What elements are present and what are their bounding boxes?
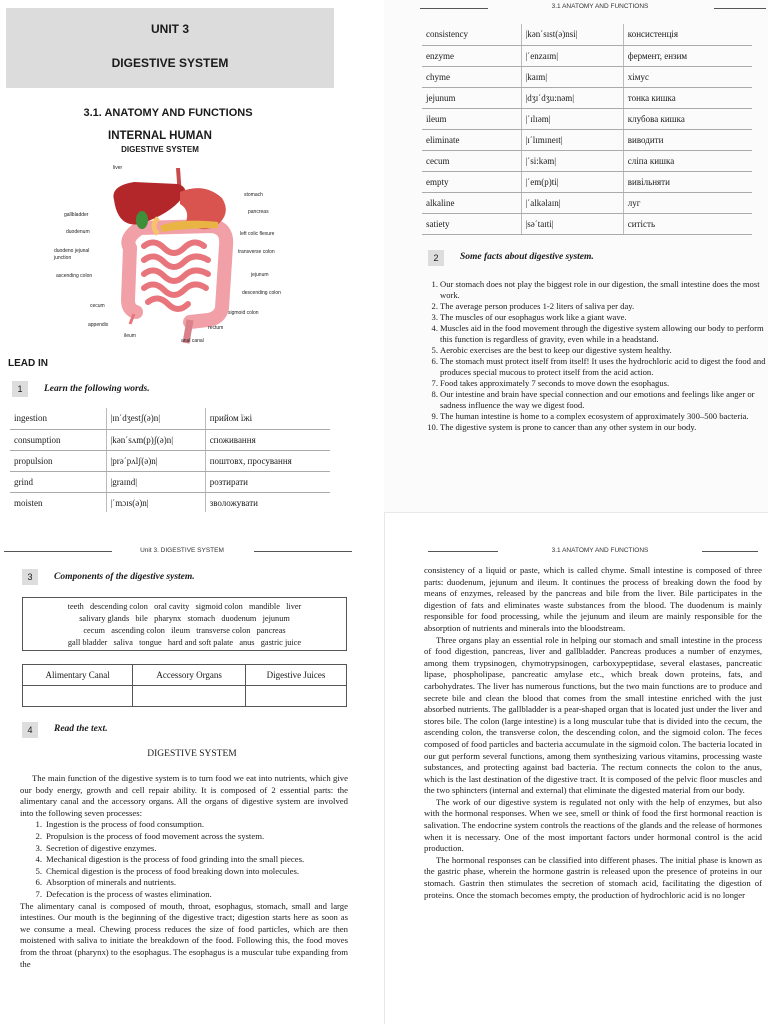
reading-para-2: Three organs play an essential role in helping our stomach and small intestine in the process of food digestion, pancreas, liver and gallbladder. Pancreas produces a number of enzymes, among them trypsinogen, chymotrypsinogen, carboxypeptidase, several elastases, pancreatic lipase, phospholipase, pancreatic amylase etc., which break down proteins, fats, and carbohydrates. The liver has numerous functions, but the two main functions are to produce and secrete bile and clean the blood that comes from the small intestine enriched with the just absorbed nutrients. The gallbladder is a pear-shaped organ that is located just under the liver and stores bile. The colon (large intestine) is a long muscular tube that is divided into the cecum, the ascending colon, the transverse colon, the descending colon, and the sigmoid colon. The feces composed of food particles and bacteria accumulate in the sigmoid colon. The bacteria located in our gut perform several functions, among them synthesizing various vitamins, processing waste substances, and protecting against bad bacteria. The rectum connects the colon to the anus, which is the last destination of the digestive tract. It is composed of the pelvic floor muscles and the two sphincters (internal and external) that eliminate the digested material from our body. [424,634,762,796]
vocab-translation: виводити [623,129,752,150]
components-line: salivary glands bile pharynx stomach duodenum jejunum [79,614,290,623]
vocabulary-row [422,45,752,66]
label-descending-colon: descending colon [242,290,281,296]
components-line: teeth descending colon oral cavity sigmoid colon mandible liver [67,602,302,611]
label-cecum: cecum [90,303,105,309]
label-duodeno-jejunal: duodeno jejunal [54,248,90,254]
task-3-number: 3 [22,569,38,585]
reading-text-page-3 [20,773,348,970]
vocab-transcription: |΄enzaɪm| [521,45,623,66]
label-ileum: ileum [124,333,136,339]
vocab-translation: консистенція [623,24,752,45]
vocab-transcription: |ɪn΄dʒestʃ(ə)n| [106,408,205,429]
vocab-word: alkaline [422,192,521,213]
label-junction: junction [54,255,72,261]
vocab-translation: ситість [623,213,752,234]
reading-text-page-4 [424,565,762,901]
fact-item: 6. The stomach must protect itself from itself! It uses the hydrochloric acid to digest the food and produces special mucous to protect itself from the acid action. [431,356,766,377]
process-item: 5. Chemical digestion is the process of food breaking down into molecules. [35,865,300,876]
vocab-word: grind [10,471,106,492]
label-transverse-colon: transverse colon [238,249,275,255]
process-item: 2. Propulsion is the process of food movement across the system. [35,830,265,841]
reading-text-title: DIGESTIVE SYSTEM [147,749,237,759]
vocab-translation: сліпа кишка [623,150,752,171]
vocabulary-row [10,408,330,429]
vocab-translation: фермент, ензим [623,45,752,66]
unit-label: UNIT 3 [150,22,189,36]
facts-list [418,279,766,433]
running-header: Unit 3. DIGESTIVE SYSTEM [140,547,224,554]
vocab-translation: луг [623,192,752,213]
vocab-word: moisten [10,492,106,512]
components-line: gall bladder saliva tongue hard and soft palate anus gastric juice [67,638,302,647]
vocab-word: ingestion [10,408,106,429]
vocab-word: satiety [422,213,521,234]
vocab-word: empty [422,171,521,192]
running-header-page-4: 3.1 ANATOMY AND FUNCTIONS [551,547,649,554]
vocab-transcription: |kən΄sɪst(ə)nsi| [521,24,623,45]
vocabulary-row [10,492,330,512]
label-ascending-colon: ascending colon [56,273,93,279]
diagram-title: INTERNAL HUMAN [108,130,212,142]
label-appendix: appendix [88,322,109,328]
processes-list [20,819,348,900]
vocab-word: eliminate [422,129,521,150]
vocab-transcription: |΄si:kəm| [521,150,623,171]
vocab-word: consumption [10,429,106,450]
components-word-box [22,597,347,651]
small-intestine-shape [144,242,208,309]
category-header: Digestive Juices [245,665,346,686]
label-duodenum: duodenum [66,229,90,235]
category-answer-cell[interactable] [133,686,246,707]
vocab-transcription: |sə΄taɪti| [521,213,623,234]
vocabulary-row [422,87,752,108]
vocab-translation: прийом їжі [205,408,330,429]
categories-table [22,664,347,707]
lead-in-heading: LEAD IN [8,358,48,369]
vocab-transcription: |kən΄sʌm(p)ʃ(ə)n| [106,429,205,450]
label-jejunum: jejunum [251,272,269,278]
label-anal-canal: anal canal [181,338,204,344]
vocab-word: ileum [422,108,521,129]
liver-shape [113,182,185,225]
fact-item: 2. The average person produces 1-2 liters of saliva per day. [431,301,635,311]
vocab-word: enzyme [422,45,521,66]
vocabulary-row [422,192,752,213]
vocabulary-row [422,108,752,129]
vocab-word: jejunum [422,87,521,108]
fact-item: 9. The human intestine is home to a complex ecosystem of approximately 300–500 bacteria. [431,411,749,421]
vocab-translation: зволожувати [205,492,330,512]
vocab-transcription: |kaɪm| [521,66,623,87]
gallbladder-shape [136,211,148,229]
label-sigmoid-colon: sigmoid colon [228,310,259,316]
fact-item: 3. The muscles of our esophagus work like a giant wave. [431,312,627,322]
task-4-title: Read the text. [54,724,108,734]
vocab-transcription: |ɪ΄lɪmɪneɪt| [521,129,623,150]
unit-title: DIGESTIVE SYSTEM [111,56,229,70]
category-header: Accessory Organs [133,665,246,686]
vocab-translation: поштовх, просування [205,450,330,471]
process-item: 7. Defecation is the process of wastes elimination. [35,888,212,899]
label-gallbladder: gallbladder [64,212,89,218]
fact-item: 1. Our stomach does not play the biggest role in our digestion, the small intestine does the most work. [431,279,760,300]
process-item: 6. Absorption of minerals and nutrients. [35,877,177,888]
page-1 [0,0,384,512]
vocab-translation: тонка кишка [623,87,752,108]
vocab-transcription: |΄mɔɪs(ə)n| [106,492,205,512]
section-title: 3.1. ANATOMY AND FUNCTIONS [83,107,253,119]
vocabulary-row [10,429,330,450]
vocabulary-row [422,66,752,87]
vocab-translation: розтирати [205,471,330,492]
vocabulary-row [422,129,752,150]
reading-para-1: consistency of a liquid or paste, which is called chyme. Small intestine is composed of three parts: duodenum, jejunum and ileum. It continues the process of breaking down the food by means of enzymes, released by the pancreas and bile from the liver. Bile participates in the digestion of fats and eliminates waste substances from the blood. The duodenum is mainly responsible for food processing, while the jejunum and ileum are mainly responsible for the absorption of nutrients and minerals into the bloodstream. [424,565,762,633]
running-header: 3.1 ANATOMY AND FUNCTIONS [551,3,649,10]
label-stomach: stomach [244,192,263,198]
vocab-transcription: |graɪnd| [106,471,205,492]
page-2 [384,0,768,512]
vocabulary-row [10,471,330,492]
fact-item: 4. Muscles aid in the food movement through the digestive system allowing our body to perform this function is regardless of gravity, even while in a headstand. [431,323,764,344]
fact-item: 5. Aerobic exercises are the best to keep our digestive system healthy. [431,345,672,355]
vocabulary-row [422,213,752,234]
vocab-transcription: |prə΄pʌlʃ(ə)n| [106,450,205,471]
vocab-transcription: |΄alkəlaɪn| [521,192,623,213]
components-line: cecum ascending colon ileum transverse colon pancreas [83,626,286,635]
vocab-translation: клубова кишка [623,108,752,129]
diagram-subtitle: DIGESTIVE SYSTEM [121,145,199,154]
vocabulary-row [422,150,752,171]
label-liver: liver [113,165,123,171]
label-left-colic-flexure: left colic flexure [240,231,275,237]
vocabulary-row [422,171,752,192]
reading-para-4: The hormonal responses can be classified into different phases. The initial phase is known as the gastric phase, wherein the hormone gastrin is released upon the presence of proteins in our stomach. Gastrin then stimulates the secretion of stomach acid, facilitating the digestion of proteins. Once the stomach becomes empty, the production of hydrochloric acid is no longer [424,854,762,900]
process-item: 3. Secretion of digestive enzymes. [35,842,157,853]
vocabulary-row [422,24,752,45]
vocab-translation: вивільняти [623,171,752,192]
fact-item: 8. Our intestine and brain have special connection and our emotions and feelings like anger or sadness influence the way we digest food. [431,389,755,410]
vocab-word: propulsion [10,450,106,471]
task-4-number: 4 [22,722,38,738]
task-2-title: Some facts about digestive system. [460,252,594,262]
category-answer-cell[interactable] [23,686,133,707]
vocab-translation: споживання [205,429,330,450]
vocab-transcription: |΄em(p)ti| [521,171,623,192]
label-rectum: rectum [208,325,224,331]
vocabulary-table-2 [422,24,752,235]
task-1-title: Learn the following words. [44,384,150,394]
reading-para-3: The work of our digestive system is regulated not only with the help of enzymes, but also with the hormonal responses. When we see, smell or think of food the first hormonal reaction is salivation. The endocrine system controls the reactions of the glands and the release of hormones when it is necessary. One of the most important factors under hormonal control is the acid production. [424,796,762,854]
process-item: 1. Ingestion is the process of food consumption. [35,819,205,830]
category-answer-cell[interactable] [245,686,346,707]
process-item: 4. Mechanical digestion is the process of food grinding into the small pieces. [35,854,305,865]
vocab-word: cecum [422,150,521,171]
vocab-word: consistency [422,24,521,45]
fact-item: 7. Food takes approximately 7 seconds to move down the esophagus. [431,378,670,388]
category-header: Alimentary Canal [23,665,133,686]
unit-title-box [6,8,334,88]
fact-item: 10. The digestive system is prone to cancer than any other system in our body. [427,422,697,432]
reading-intro: The main function of the digestive system is to turn food we eat into nutrients, which give our body energy, growth and cell repair ability. It is composed of 2 essential parts: the alimentary canal and the accessory organs. All the organs of digestive system are involved into the following seven processes: [20,773,348,818]
vocab-translation: хімус [623,66,752,87]
label-pancreas: pancreas [248,209,269,215]
digestive-system-diagram [100,168,250,348]
reading-alimentary-canal: The alimentary canal is composed of mouth, throat, esophagus, stomach, small and large intestines. Our mouth is the beginning of the digestive tract; digestion starts here as soon as we consume a meal. Chewing process reduces the size of food particles, which are then moistened with saliva to initiate the breakdown of the food. Following this, the food moves from the throat (pharynx) to the esophagus. The esophagus is a muscular tube expanding from the [20,900,348,969]
task-3-title: Components of the digestive system. [54,572,195,582]
ascending-colon-shape [128,248,136,312]
task-2-number: 2 [428,250,444,266]
task-1-number: 1 [12,381,28,397]
vocabulary-row [10,450,330,471]
vocab-word: chyme [422,66,521,87]
vocab-transcription: |΄ɪlɪəm| [521,108,623,129]
vocabulary-table-1 [10,408,330,512]
vocab-transcription: |dʒɪ΄dʒu:nəm| [521,87,623,108]
